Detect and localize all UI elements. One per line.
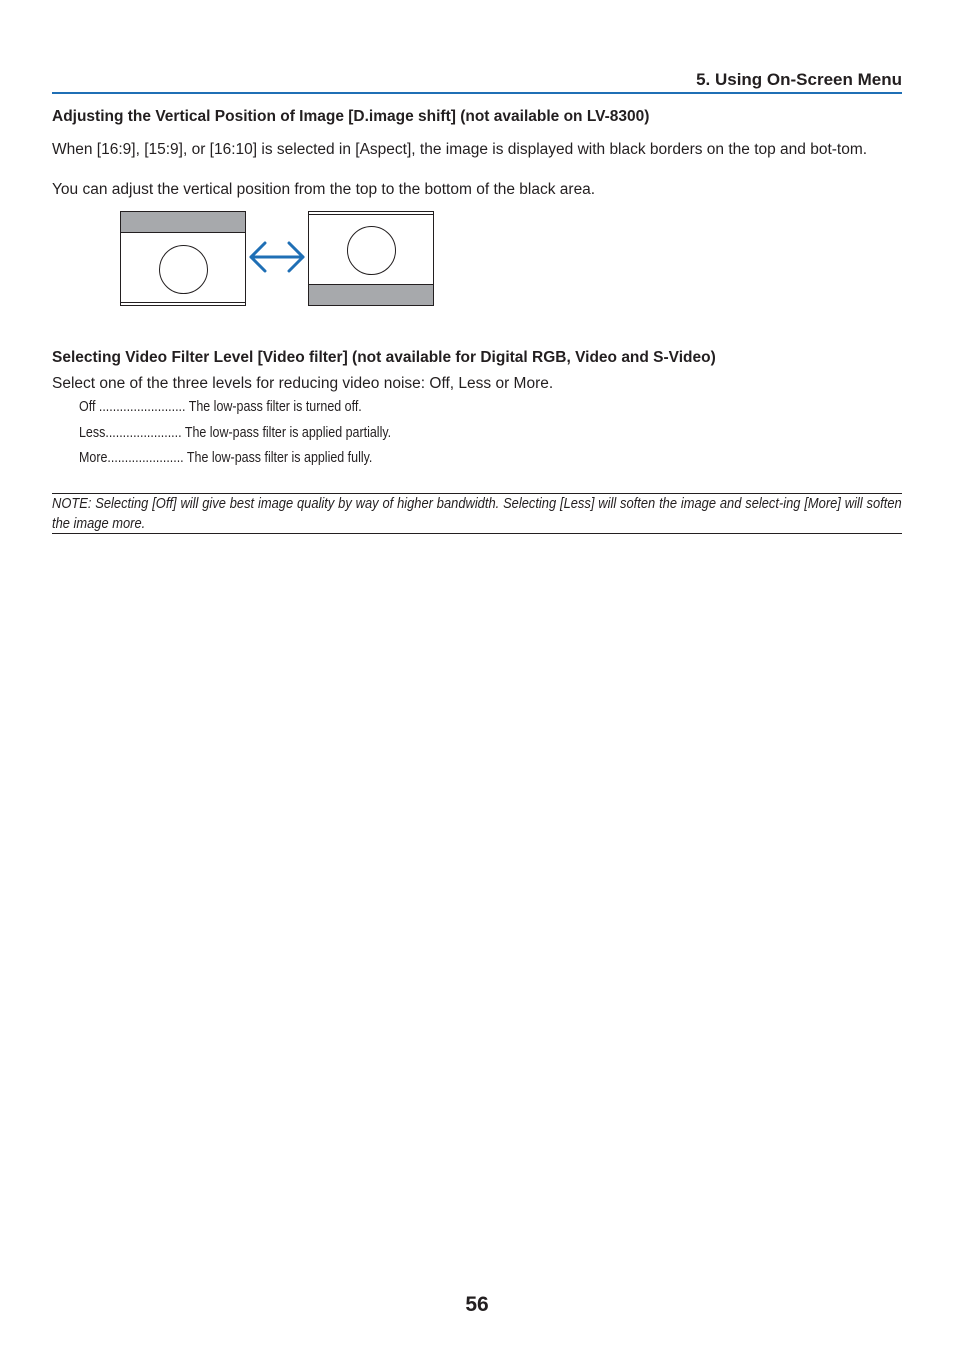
image-shift-paragraph-2: You can adjust the vertical position from the top to the bottom of the black area.: [52, 181, 596, 198]
page-number: 56: [465, 1293, 489, 1316]
image-shift-illustration: [120, 211, 436, 308]
video-filter-heading: Selecting Video Filter Level [Video filter] (not available for Digital RGB, Video and S-Video): [52, 349, 716, 366]
filter-level-description: The low-pass filter is applied partially.: [181, 424, 392, 441]
image-shift-paragraph-1: When [16:9], [15:9], or [16:10] is selected in [Aspect], the image is displayed with black borders on the top and bot-tom.: [52, 141, 868, 158]
double-headed-arrow-icon: [248, 237, 306, 277]
black-border-top: [121, 212, 245, 233]
filter-level-label: Off: [79, 399, 96, 415]
leader-dots: .........................: [95, 399, 186, 415]
video-filter-intro: Select one of the three levels for reducing video noise: Off, Less or More.: [52, 375, 554, 392]
black-border-bottom: [309, 284, 433, 305]
section-title: 5. Using On-Screen Menu: [696, 70, 902, 89]
video-filter-options: [79, 397, 442, 474]
list-item: [79, 448, 391, 474]
note-box: [52, 493, 902, 534]
list-item: [79, 397, 391, 423]
filter-level-label: More: [79, 450, 108, 466]
page-header: [52, 70, 902, 94]
filter-level-description: The low-pass filter is turned off.: [185, 399, 362, 415]
leader-dots: ......................: [107, 450, 184, 466]
image-circle: [347, 226, 396, 275]
screen-edge-line: [121, 302, 245, 303]
screen-edge-line: [309, 214, 433, 215]
leader-dots: ......................: [105, 424, 182, 441]
filter-level-label: Less: [79, 424, 106, 441]
image-circle: [159, 245, 208, 294]
image-shift-heading: Adjusting the Vertical Position of Image [D.image shift] (not available on LV-8300): [52, 108, 650, 125]
filter-level-description: The low-pass filter is applied fully.: [183, 450, 373, 466]
list-item: [79, 423, 391, 449]
note-text: NOTE: Selecting [Off] will give best image quality by way of higher bandwidth. Selecting [Less] will soften the image and select-ing [More] will soften the image more.: [52, 495, 902, 532]
screen-image-shifted-down: [120, 211, 246, 306]
screen-image-shifted-up: [308, 211, 434, 306]
